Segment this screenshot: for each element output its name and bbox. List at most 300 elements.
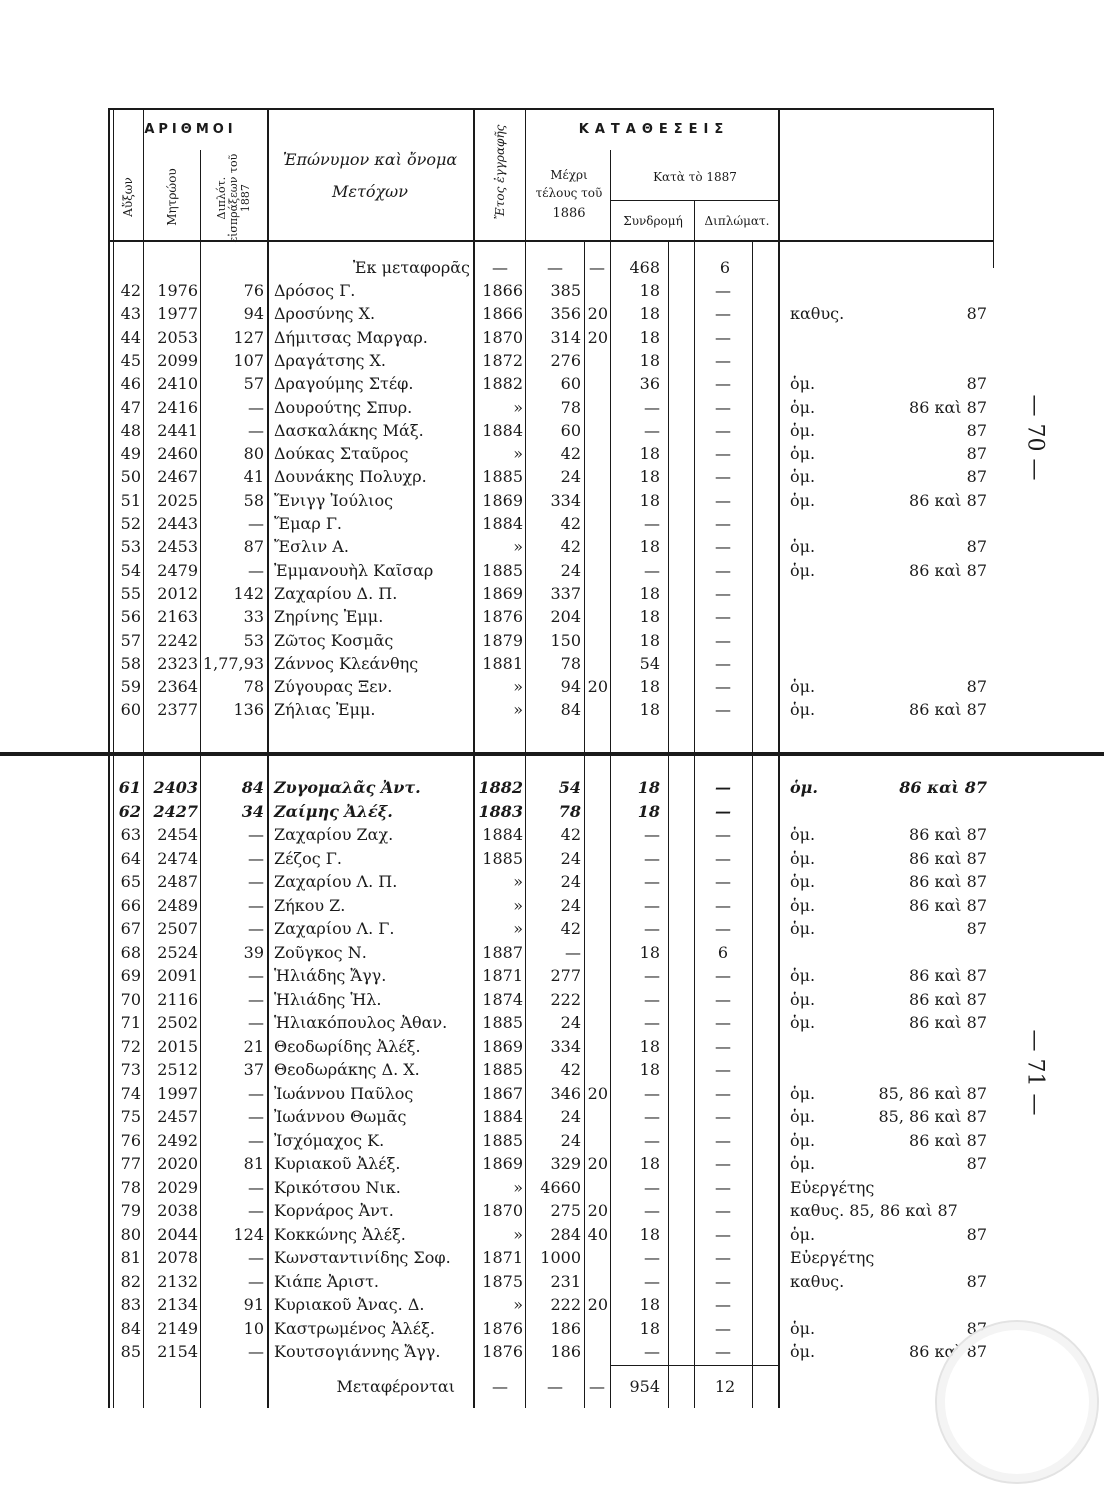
- year-cell: »: [513, 919, 523, 938]
- syndromi-cell: 18: [639, 537, 660, 557]
- diplomat-cell: —: [715, 872, 731, 891]
- name-cell: Κωνσταντινίδης Σοφ.: [274, 1248, 451, 1267]
- amount-cell: 24: [560, 560, 581, 580]
- note-cell: ὁμ.: [790, 1130, 816, 1150]
- axion-cell: 47: [120, 397, 141, 417]
- mitroou-cell: 2242: [157, 630, 198, 650]
- mitroou-cell: 2163: [157, 607, 198, 627]
- amount-cell: 42: [560, 825, 581, 844]
- year-cell: 1869: [482, 1154, 523, 1173]
- axion-cell: 74: [120, 1083, 141, 1103]
- note-years-cell: 87: [966, 420, 987, 440]
- name-cell: Ἰωάννου Θωμᾶς: [274, 1107, 407, 1126]
- mitroou-cell: 2149: [157, 1318, 198, 1338]
- note-cell: ὁμ.: [790, 560, 816, 580]
- header-name-line1: Ἐπώνυμον καὶ ὄνομα: [282, 150, 458, 169]
- syndromi-cell: —: [644, 1107, 660, 1126]
- amount-cell: 60: [560, 374, 581, 394]
- note-years-cell: 86 καὶ 87: [909, 397, 987, 417]
- diplot-cell: —: [248, 1013, 264, 1032]
- year-cell: »: [513, 700, 523, 720]
- note-years-cell: 86 καὶ 87: [909, 1013, 987, 1032]
- amount-cell: 231: [550, 1271, 581, 1291]
- syndromi-cell: 18: [639, 490, 660, 510]
- syndromi-cell: —: [644, 397, 660, 417]
- note-years-cell: 87: [966, 919, 987, 938]
- syndromi-cell: 18: [639, 327, 660, 347]
- syndromi-cell: 18: [639, 677, 660, 697]
- name-cell: Ζοῦγκος Ν.: [274, 942, 367, 962]
- diplot-cell: 58: [243, 490, 264, 510]
- table-row: [0, 894, 1104, 917]
- diplot-cell: 84: [241, 778, 264, 797]
- note-years-cell: 87: [966, 677, 987, 697]
- name-cell: Ζηρίνης Ἐμμ.: [274, 607, 384, 627]
- table-row: [0, 349, 1104, 372]
- amount-cell: 78: [560, 653, 581, 673]
- year-cell: »: [513, 537, 523, 557]
- note-years-cell: 86 καὶ 87: [899, 778, 987, 797]
- mitroou-cell: 2410: [157, 374, 198, 394]
- table-row: [0, 1082, 1104, 1105]
- diplot-cell: —: [248, 420, 264, 440]
- diplot-cell: —: [248, 825, 264, 844]
- mitroou-cell: 2099: [157, 350, 198, 370]
- syndromi-cell: —: [644, 560, 660, 580]
- syndromi-cell: 18: [639, 1036, 660, 1056]
- syndromi-cell: —: [644, 1248, 660, 1267]
- axion-cell: 72: [120, 1036, 141, 1056]
- note-cell: ὁμ.: [790, 537, 816, 557]
- header-arithmoi: ΑΡΙΘΜΟΙ: [144, 122, 237, 137]
- table-row: [0, 302, 1104, 325]
- syndromi-cell: 18: [639, 942, 660, 962]
- name-cell: Δραγάτσης Χ.: [274, 350, 387, 370]
- amount-cell: —: [565, 942, 581, 962]
- diplomat-cell: —: [715, 444, 731, 464]
- note-cell: ὁμ.: [790, 1318, 816, 1338]
- year-cell: 1871: [482, 966, 523, 985]
- year-cell: 1867: [482, 1083, 523, 1103]
- amount-cell: 42: [560, 1060, 581, 1079]
- note-years-cell: 85, 86 καὶ 87: [878, 1107, 987, 1126]
- diplot-cell: —: [248, 397, 264, 417]
- year-cell: 1882: [482, 374, 523, 394]
- carry-in-year: —: [492, 258, 508, 277]
- axion-cell: 76: [120, 1130, 141, 1150]
- year-cell: 1884: [482, 420, 523, 440]
- syndromi-cell: —: [644, 989, 660, 1009]
- mitroou-cell: 2441: [157, 420, 198, 440]
- year-cell: 1866: [482, 304, 523, 324]
- amount-cell: 329: [550, 1154, 581, 1173]
- amount-cell: 24: [560, 1107, 581, 1126]
- mitroou-cell: 2116: [157, 989, 198, 1009]
- syndromi-cell: 18: [639, 607, 660, 627]
- axion-cell: 66: [120, 895, 141, 915]
- mitroou-cell: 2015: [157, 1036, 198, 1056]
- table-row: [0, 847, 1104, 870]
- year-cell: 1884: [482, 825, 523, 844]
- mitroou-cell: 2154: [157, 1342, 198, 1361]
- axion-cell: 85: [120, 1342, 141, 1361]
- diplomat-cell: —: [715, 700, 731, 720]
- amount-cell: 54: [558, 778, 581, 797]
- diplomat-cell: 6: [717, 942, 729, 962]
- axion-cell: 43: [120, 304, 141, 324]
- mitroou-cell: 1997: [157, 1083, 198, 1103]
- mitroou-cell: 2416: [157, 397, 198, 417]
- table-row: [0, 465, 1104, 488]
- note-years-cell: 87: [966, 1318, 987, 1338]
- note-years-cell: 86 καὶ 87: [909, 895, 987, 915]
- mitroou-cell: 2460: [157, 444, 198, 464]
- diplomat-cell: —: [715, 1013, 731, 1032]
- axion-cell: 68: [120, 942, 141, 962]
- diplomat-cell: —: [715, 848, 731, 868]
- year-cell: 1869: [482, 583, 523, 603]
- mitroou-cell: 2091: [157, 966, 198, 985]
- table-row: [0, 675, 1104, 698]
- amount-cell: 385: [550, 281, 581, 300]
- name-cell: Θεοδωρίδης Ἀλέξ.: [274, 1036, 421, 1056]
- axion-cell: 67: [120, 919, 141, 938]
- diplomat-cell: —: [715, 467, 731, 487]
- diplomat-cell: —: [715, 825, 731, 844]
- table-row: [0, 1293, 1104, 1316]
- cents-cell: 20: [587, 1154, 608, 1173]
- diplomat-cell: —: [715, 801, 731, 821]
- name-cell: Ζήλιας Ἐμμ.: [274, 700, 376, 720]
- diplot-cell: 53: [243, 630, 264, 650]
- name-cell: Δασκαλάκης Μάξ.: [274, 420, 424, 440]
- mitroou-cell: 2474: [157, 848, 198, 868]
- carry-in-row: [0, 256, 1104, 279]
- amount-cell: 42: [560, 514, 581, 533]
- name-cell: Ζαχαρίου Ζαχ.: [274, 825, 394, 844]
- axion-cell: 80: [120, 1224, 141, 1244]
- mitroou-cell: 2134: [157, 1295, 198, 1314]
- amount-cell: 42: [560, 537, 581, 557]
- syndromi-cell: —: [644, 420, 660, 440]
- year-cell: 1885: [482, 560, 523, 580]
- header-mitroou: Μητρώου: [165, 168, 179, 226]
- diplomat-cell: —: [715, 677, 731, 697]
- syndromi-cell: 54: [639, 653, 660, 673]
- diplot-cell: 91: [243, 1295, 264, 1314]
- amount-cell: 334: [550, 1036, 581, 1056]
- table-row: [0, 652, 1104, 675]
- note-cell: ὁμ.: [790, 778, 818, 797]
- name-cell: Ζέζος Γ.: [274, 848, 342, 868]
- note-cell: καθυς.: [790, 304, 845, 324]
- carry-out-until: —: [547, 1377, 563, 1396]
- syndromi-cell: —: [644, 1177, 660, 1197]
- note-cell: ὁμ.: [790, 490, 816, 510]
- name-cell: Ἡλιάδης Ἡλ.: [274, 989, 382, 1009]
- note-cell: ὁμ.: [790, 1154, 816, 1173]
- year-cell: 1876: [482, 607, 523, 627]
- syndromi-cell: 18: [639, 444, 660, 464]
- diplomat-cell: —: [715, 1130, 731, 1150]
- note-cell: ὁμ.: [790, 420, 816, 440]
- syndromi-cell: 18: [639, 1295, 660, 1314]
- amount-cell: 1000: [540, 1248, 581, 1267]
- amount-cell: 24: [560, 1013, 581, 1032]
- note-years-cell: 85, 86 καὶ 87: [878, 1083, 987, 1103]
- note-cell: ὁμ.: [790, 919, 816, 938]
- mitroou-cell: 1977: [157, 304, 198, 324]
- diplot-cell: —: [248, 1271, 264, 1291]
- diplomat-cell: —: [715, 778, 731, 797]
- name-cell: Κορνάρος Ἀντ.: [274, 1201, 394, 1220]
- mitroou-cell: 2053: [157, 327, 198, 347]
- diplot-cell: 37: [243, 1060, 264, 1079]
- note-cell: ὁμ.: [790, 1107, 816, 1126]
- syndromi-cell: 18: [639, 1318, 660, 1338]
- note-years-cell: 87: [966, 467, 987, 487]
- syndromi-cell: —: [644, 1130, 660, 1150]
- carry-out-syndromi: 954: [629, 1377, 660, 1396]
- mitroou-cell: 2403: [153, 778, 198, 797]
- year-cell: »: [513, 1177, 523, 1197]
- amount-cell: 337: [550, 583, 581, 603]
- axion-cell: 63: [120, 825, 141, 844]
- diplot-cell: 107: [233, 350, 264, 370]
- name-cell: Θεοδωράκης Δ. Χ.: [274, 1060, 420, 1079]
- name-cell: Καστρωμένος Ἀλέξ.: [274, 1318, 435, 1338]
- amount-cell: 42: [560, 444, 581, 464]
- diplomat-cell: —: [715, 1177, 731, 1197]
- table-row: [0, 870, 1104, 893]
- mitroou-cell: 2443: [157, 514, 198, 533]
- table-row: [0, 1152, 1104, 1175]
- note-years-cell: 86 καὶ 87: [909, 848, 987, 868]
- name-cell: Κιάπε Ἀριστ.: [274, 1271, 380, 1291]
- diplomat-cell: —: [715, 1295, 731, 1314]
- note-cell: ὁμ.: [790, 1342, 816, 1361]
- syndromi-cell: 18: [639, 1060, 660, 1079]
- diplot-cell: 136: [233, 700, 264, 720]
- note-years-cell: 87: [966, 374, 987, 394]
- carry-in-until: —: [547, 258, 563, 277]
- header-name-line2: Μετόχων: [332, 182, 408, 201]
- carry-out-label: Μεταφέρονται: [336, 1377, 455, 1396]
- axion-cell: 50: [120, 467, 141, 487]
- axion-cell: 83: [120, 1295, 141, 1314]
- library-seal: [935, 1320, 1099, 1484]
- amount-cell: 150: [550, 630, 581, 650]
- axion-cell: 71: [120, 1013, 141, 1032]
- amount-cell: 186: [550, 1318, 581, 1338]
- header-syndromi: Συνδρομή: [623, 214, 683, 228]
- mitroou-cell: 2524: [157, 942, 198, 962]
- diplomat-cell: —: [715, 1154, 731, 1173]
- syndromi-cell: 18: [639, 583, 660, 603]
- diplomat-cell: —: [715, 420, 731, 440]
- diplomat-cell: —: [715, 1107, 731, 1126]
- diplomat-cell: —: [715, 653, 731, 673]
- table-row: [0, 396, 1104, 419]
- mitroou-cell: 2323: [157, 653, 198, 673]
- diplomat-cell: —: [715, 1083, 731, 1103]
- name-cell: Κρικότσου Νικ.: [274, 1177, 401, 1197]
- syndromi-cell: —: [644, 1083, 660, 1103]
- amount-cell: 356: [550, 304, 581, 324]
- carry-in-diplomat: 6: [719, 258, 731, 277]
- page-number-top: — 70 —: [1022, 394, 1048, 481]
- syndromi-cell: —: [644, 966, 660, 985]
- year-cell: 1885: [482, 1060, 523, 1079]
- note-years-cell: 86 καὶ 87: [909, 490, 987, 510]
- mitroou-cell: 2038: [157, 1201, 198, 1220]
- axion-cell: 79: [120, 1201, 141, 1220]
- amount-cell: 222: [550, 1295, 581, 1314]
- table-row: [0, 279, 1104, 302]
- header-katatheseis: ΚΑΤΑΘΕΣΕΙΣ: [578, 122, 730, 137]
- year-cell: 1885: [482, 1013, 523, 1032]
- diplot-cell: —: [248, 848, 264, 868]
- mitroou-cell: 2502: [157, 1013, 198, 1032]
- axion-cell: 78: [120, 1177, 141, 1197]
- year-cell: 1885: [482, 467, 523, 487]
- year-cell: 1870: [482, 327, 523, 347]
- diplot-cell: —: [248, 919, 264, 938]
- amount-cell: 78: [558, 801, 581, 821]
- note-years-cell: 86 καὶ 87: [909, 966, 987, 985]
- mitroou-cell: 2377: [157, 700, 198, 720]
- axion-cell: 62: [118, 801, 141, 821]
- amount-cell: 346: [550, 1083, 581, 1103]
- name-cell: Δραγούμης Στέφ.: [274, 374, 414, 394]
- axion-cell: 51: [120, 490, 141, 510]
- note-years-cell: 87: [966, 1224, 987, 1244]
- diplot-cell: 39: [243, 942, 264, 962]
- year-cell: »: [513, 1295, 523, 1314]
- table-row: [0, 582, 1104, 605]
- syndromi-cell: —: [644, 825, 660, 844]
- name-cell: Δουρούτης Σπυρ.: [274, 397, 413, 417]
- note-cell: καθυς.: [790, 1271, 845, 1291]
- axion-cell: 56: [120, 607, 141, 627]
- diplot-cell: 127: [233, 327, 264, 347]
- mitroou-cell: 2020: [157, 1154, 198, 1173]
- amount-cell: 277: [550, 966, 581, 985]
- diplot-cell: 57: [243, 374, 264, 394]
- amount-cell: 284: [550, 1224, 581, 1244]
- diplot-cell: 41: [243, 467, 264, 487]
- diplomat-cell: —: [715, 630, 731, 650]
- note-cell: Εὐεργέτης: [790, 1177, 875, 1197]
- year-cell: 1876: [482, 1318, 523, 1338]
- table-row: [0, 1340, 1104, 1363]
- cents-cell: 20: [587, 304, 608, 324]
- carry-in-label: Ἐκ μεταφορᾶς: [352, 258, 470, 277]
- name-cell: Ἐμμανουὴλ Καῖσαρ: [274, 560, 434, 580]
- name-cell: Κυριακοῦ Ἀλέξ.: [274, 1154, 401, 1173]
- rule-right: [993, 108, 994, 268]
- table-row: [0, 1035, 1104, 1058]
- name-cell: Ἡλιάδης Ἄγγ.: [274, 966, 387, 985]
- name-cell: Ζαχαρίου Δ. Π.: [274, 583, 398, 603]
- table-row: [0, 1223, 1104, 1246]
- carry-out-diplomat: 12: [714, 1377, 736, 1396]
- amount-cell: 4660: [540, 1177, 581, 1197]
- table-row: [0, 1270, 1104, 1293]
- syndromi-cell: 18: [637, 801, 660, 821]
- table-row: [0, 1058, 1104, 1081]
- diplot-cell: —: [248, 989, 264, 1009]
- cents-cell: 20: [587, 327, 608, 347]
- syndromi-cell: 36: [639, 374, 660, 394]
- syndromi-cell: —: [644, 895, 660, 915]
- amount-cell: 186: [550, 1342, 581, 1361]
- diplomat-cell: —: [715, 397, 731, 417]
- header-until-3: 1886: [552, 206, 586, 221]
- diplomat-cell: —: [715, 281, 731, 300]
- mitroou-cell: 2492: [157, 1130, 198, 1150]
- axion-cell: 48: [120, 420, 141, 440]
- mitroou-cell: 2132: [157, 1271, 198, 1291]
- syndromi-cell: 18: [639, 281, 660, 300]
- table-row: [0, 326, 1104, 349]
- carry-out-year: —: [492, 1377, 508, 1396]
- note-cell: ὁμ.: [790, 848, 816, 868]
- mitroou-cell: 1976: [157, 281, 198, 300]
- amount-cell: 275: [550, 1201, 581, 1220]
- mitroou-cell: 2467: [157, 467, 198, 487]
- mitroou-cell: 2457: [157, 1107, 198, 1126]
- diplomat-cell: —: [715, 304, 731, 324]
- diplot-cell: 80: [243, 444, 264, 464]
- diplot-cell: —: [248, 1130, 264, 1150]
- diplot-cell: —: [248, 514, 264, 533]
- amount-cell: 314: [550, 327, 581, 347]
- note-cell: ὁμ.: [790, 1224, 816, 1244]
- year-cell: 1876: [482, 1342, 523, 1361]
- table-row: [0, 1011, 1104, 1034]
- syndromi-cell: —: [644, 848, 660, 868]
- table-row: [0, 1246, 1104, 1269]
- name-cell: Ἡλιακόπουλος Ἀθαν.: [274, 1013, 448, 1032]
- axion-cell: 77: [120, 1154, 141, 1173]
- axion-cell: 75: [120, 1107, 141, 1126]
- diplomat-cell: —: [715, 327, 731, 347]
- amount-cell: 78: [560, 397, 581, 417]
- mitroou-cell: 2487: [157, 872, 198, 891]
- diplomat-cell: —: [715, 583, 731, 603]
- diplot-cell: —: [248, 872, 264, 891]
- note-years-cell: 87: [966, 1154, 987, 1173]
- axion-cell: 84: [120, 1318, 141, 1338]
- name-cell: Δήμιτσας Μαργαρ.: [274, 327, 428, 347]
- note-cell: ὁμ.: [790, 966, 816, 985]
- note-cell: ὁμ.: [790, 444, 816, 464]
- year-cell: »: [513, 397, 523, 417]
- page-number-bottom: — 71 —: [1022, 1029, 1048, 1116]
- note-years-cell: 87: [966, 1271, 987, 1291]
- name-cell: Κυριακοῦ Ἀνας. Δ.: [274, 1295, 425, 1314]
- carry-out-cents: —: [589, 1377, 605, 1396]
- cents-cell: 20: [587, 677, 608, 697]
- note-cell: ὁμ.: [790, 872, 816, 891]
- note-cell: ὁμ.: [790, 374, 816, 394]
- rule-top: [108, 108, 994, 110]
- mitroou-cell: 2044: [157, 1224, 198, 1244]
- name-cell: Ζύγουρας Ξεν.: [274, 677, 393, 697]
- diplomat-cell: —: [715, 607, 731, 627]
- table-row: [0, 917, 1104, 940]
